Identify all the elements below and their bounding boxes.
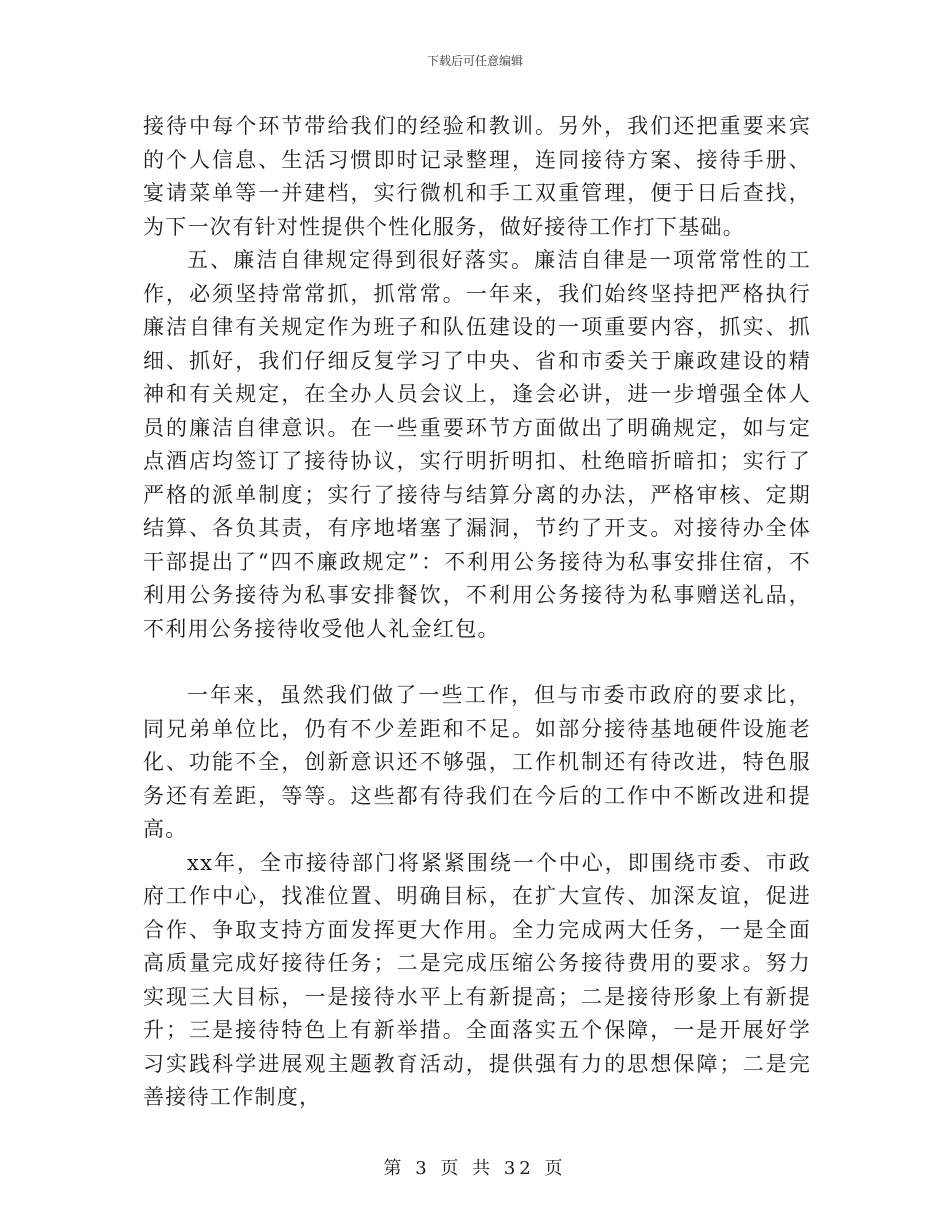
page-footer: 第 3 页 共 32 页: [383, 1158, 567, 1179]
paragraph-2: 五、廉洁自律规定得到很好落实。廉洁自律是一项常常性的工作，必须坚持常常抓，抓常常。一年来，我们始终坚持把严格执行廉洁自律有关规定作为班子和队伍建设的一项重要内容，抓实、抓细、抓好，我们仔细反复学习了中央、省和市委关于廉政建设的精神和有关规定，在全办人员会议上，逢会必讲，进一步增强全体人员的廉洁自律意识。在一些重要环节方面做出了明确规定，如与定点酒店均签订了接待协议，实行明折明扣、杜绝暗折暗扣；实行了严格的派单制度；实行了接待与结算分离的办法，严格审核、定期结算、各负其责，有序地堵塞了漏洞，节约了开支。对接待办全体干部提出了“四不廉政规定”：不利用公务接待为私事安排住宿，不利用公务接待为私事安排餐饮，不利用公务接待为私事赠送礼品，不利用公务接待收受他人礼金红包。: [143, 248, 811, 641]
paragraph-3: 一年来，虽然我们做了一些工作，但与市委市政府的要求比，同兄弟单位比，仍有不少差距和不足。如部分接待基地硬件设施老化、功能不全，创新意识还不够强，工作机制还有待改进，特色服务还有差距，等等。这些都有待我们在今后的工作中不断改进和提高。: [143, 683, 811, 841]
document-body: [143, 110, 811, 1115]
paragraph-4: xx年，全市接待部门将紧紧围绕一个中心，即围绕市委、市政府工作中心，找准位置、明确目标，在扩大宣传、加深友谊，促进合作、争取支持方面发挥更大作用。全力完成两大任务，一是全面高质量完成好接待任务；二是完成压缩公务接待费用的要求。努力实现三大目标，一是接待水平上有新提高；二是接待形象上有新提升；三是接待特色上有新举措。全面落实五个保障，一是开展好学习实践科学进展观主题教育活动，提供强有力的思想保障；二是完善接待工作制度，: [143, 850, 811, 1109]
page-header: 下载后可任意编辑: [426, 54, 523, 68]
paragraph-1: 接待中每个环节带给我们的经验和教训。另外，我们还把重要来宾的个人信息、生活习惯即时记录整理，连同接待方案、接待手册、宴请菜单等一并建档，实行微机和手工双重管理，便于日后查找，为下一次有针对性提供个性化服务，做好接待工作打下基础。: [143, 114, 811, 239]
